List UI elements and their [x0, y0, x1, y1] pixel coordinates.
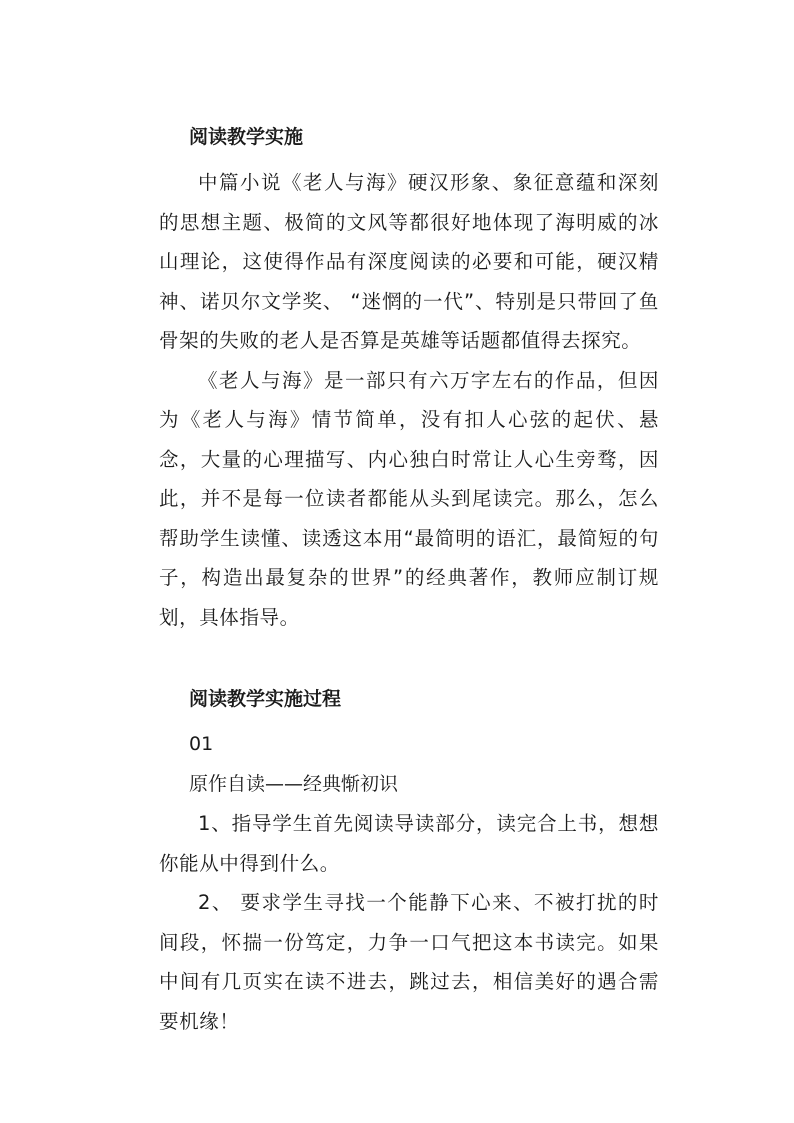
document-body: [159, 118, 659, 1041]
list-item-2: 2、 要求学生寻找一个能静下心来、不被打扰的时间段，怀揣一份笃定，力争一口气把这本书读完。如果中间有几页实在读不进去，跳过去，相信美好的遇合需要机缘！: [159, 891, 659, 1033]
section-heading-process: 阅读教学实施过程: [189, 688, 342, 710]
list-item-1: 1、指导学生首先阅读导读部分，读完合上书，想想你能从中得到什么。: [159, 812, 659, 875]
step-title: 原作自读——经典惭初识: [189, 772, 399, 795]
paragraph-intro: 中篇小说《老人与海》硬汉形象、象征意蕴和深刻的思想主题、极简的文风等都很好地体现了海明威的冰山理论，这使得作品有深度阅读的必要和可能，硬汉精神、诺贝尔文学奖、 “迷惘的一代”、特别是只带回了鱼骨架的失败的老人是否算是英雄等话题都值得去探究。: [159, 171, 659, 352]
paragraph-challenge: 《老人与海》是一部只有六万字左右的作品，但因为《老人与海》情节简单，没有扣人心弦的起伏、悬念，大量的心理描写、内心独白时常让人心生旁骛，因此，并不是每一位读者都能从头到尾读完。那么，怎么帮助学生读懂、读透这本用“最简明的语汇，最简短的句子，构造出最复杂的世界”的经典著作，教师应制订规划，具体指导。: [159, 368, 659, 629]
section-heading-implementation: 阅读教学实施: [189, 126, 304, 148]
step-number: 01: [189, 733, 214, 755]
section-spacer: [159, 637, 659, 680]
